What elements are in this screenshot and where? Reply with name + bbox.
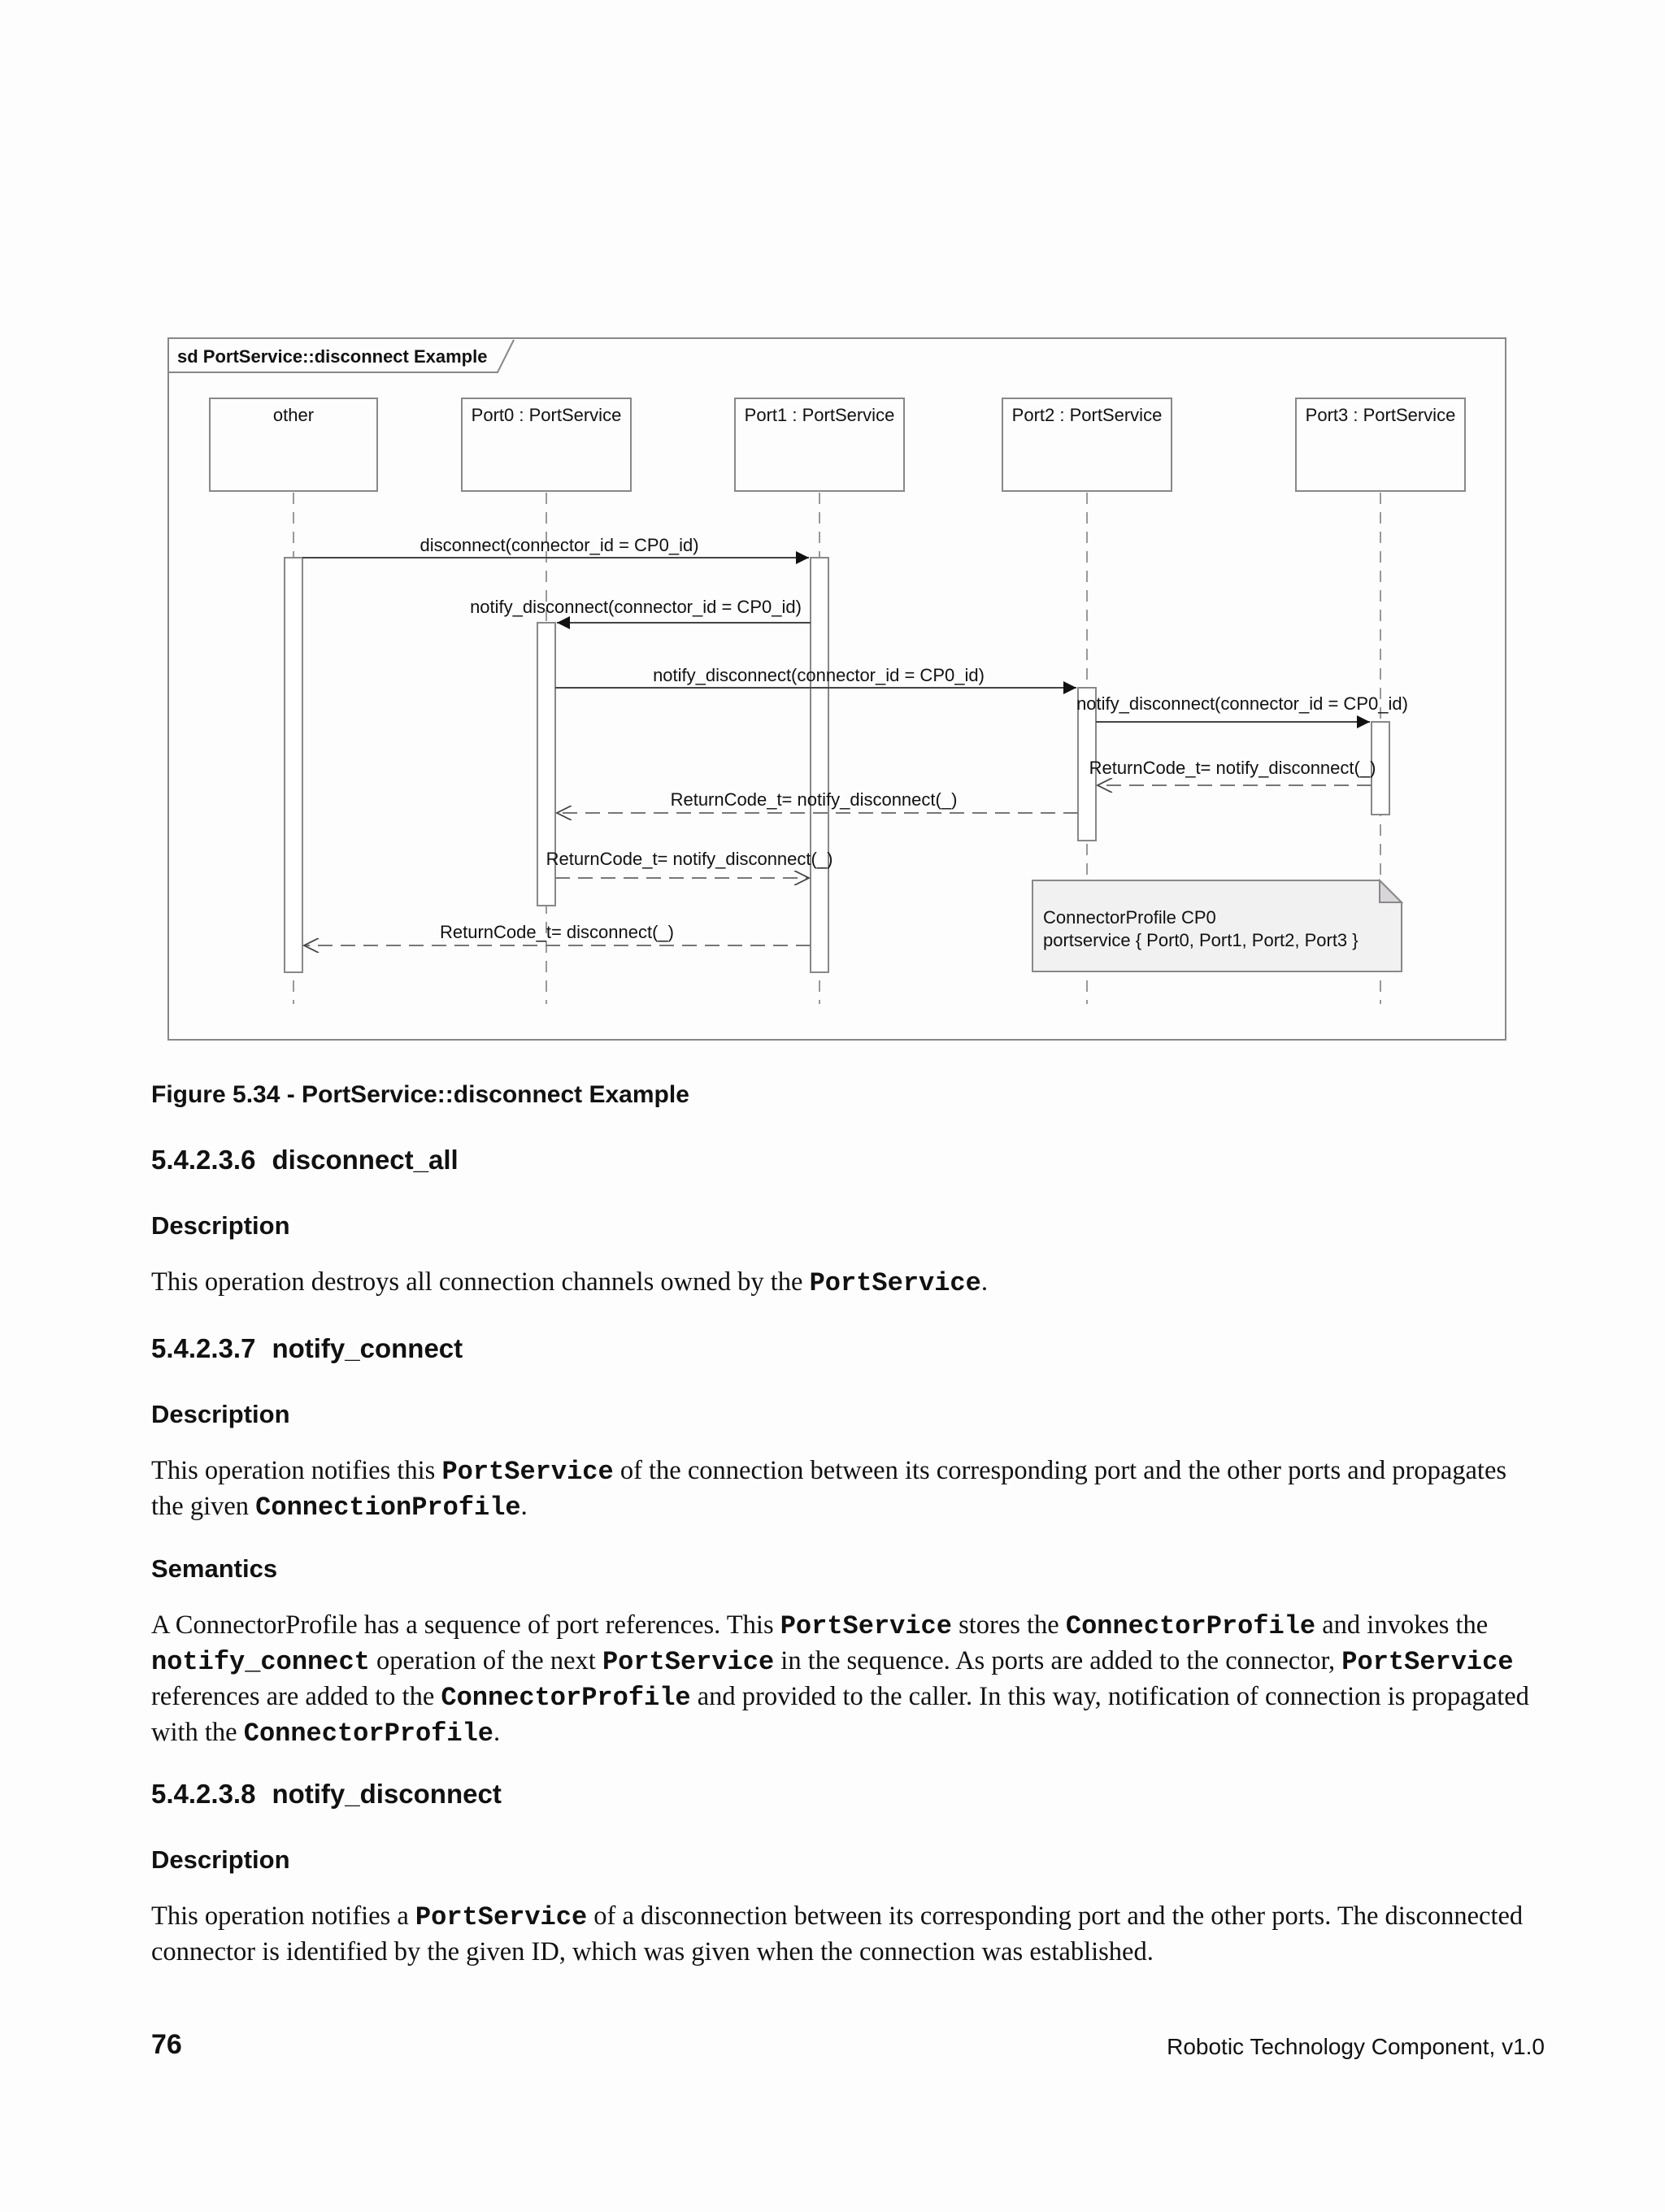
section-heading-disconnect-all — [151, 1145, 459, 1176]
description-heading: Description — [151, 1845, 290, 1874]
message-label: notify_disconnect(connector_id = CP0_id) — [470, 597, 802, 617]
page-number: 76 — [151, 2029, 182, 2060]
lifeline-other — [210, 398, 377, 491]
lifeline-label: Port3 : PortService — [1305, 405, 1456, 425]
message-label: notify_disconnect(connector_id = CP0_id) — [653, 665, 985, 685]
section-title: notify_disconnect — [272, 1779, 502, 1809]
description-paragraph: This operation destroys all connection channels owned by the PortService. — [151, 1267, 988, 1298]
connector-profile-note — [1032, 880, 1402, 971]
message-label: ReturnCode_t= notify_disconnect(_) — [670, 789, 958, 810]
section-heading-notify-disconnect — [151, 1779, 502, 1810]
semantics-heading: Semantics — [151, 1554, 278, 1583]
sequence-diagram — [0, 0, 1665, 1073]
section-number: 5.4.2.3.7 — [151, 1333, 256, 1363]
lifeline-label: Port1 : PortService — [744, 405, 895, 425]
description-paragraph: This operation notifies a PortService of a disconnection between its corresponding port and the other ports. The disconnected connector is identified by the given ID, which was given when the connection was established. — [151, 1901, 1524, 1966]
message-label: ReturnCode_t= notify_disconnect(_) — [1089, 758, 1376, 778]
figure-caption: Figure 5.34 - PortService::disconnect Example — [151, 1081, 689, 1108]
frame-title: sd PortService::disconnect Example — [177, 346, 488, 367]
document-title: Robotic Technology Component, v1.0 — [1167, 2034, 1545, 2059]
section-heading-notify-connect — [151, 1333, 463, 1364]
description-heading: Description — [151, 1211, 290, 1240]
activation-bar — [811, 558, 828, 972]
section-number: 5.4.2.3.8 — [151, 1779, 256, 1809]
section-number: 5.4.2.3.6 — [151, 1145, 256, 1175]
description-paragraph: This operation notifies this PortService of the connection between its corresponding port and the other ports and propagates the given ConnectionProfile. — [151, 1456, 1507, 1523]
lifeline-port0 — [462, 398, 631, 491]
lifeline-label: Port0 : PortService — [471, 405, 622, 425]
message-label: ReturnCode_t= notify_disconnect(_) — [546, 849, 833, 869]
note-line-1: ConnectorProfile CP0 — [1043, 907, 1216, 928]
lifeline-port2 — [1002, 398, 1172, 491]
description-heading: Description — [151, 1400, 290, 1428]
note-line-2: portservice { Port0, Port1, Port2, Port3 } — [1043, 930, 1359, 950]
message-label: ReturnCode_t= disconnect(_) — [440, 922, 674, 942]
lifeline-label: Port2 : PortService — [1011, 405, 1163, 425]
message-label: disconnect(connector_id = CP0_id) — [420, 535, 699, 555]
activation-bar — [285, 558, 302, 972]
lifeline-label: other — [272, 405, 315, 425]
lifeline-port3 — [1296, 398, 1465, 491]
section-title: disconnect_all — [272, 1145, 459, 1175]
lifeline-port1 — [735, 398, 904, 491]
semantics-paragraph: A ConnectorProfile has a sequence of port references. This PortService stores the ConnectorProfile and invokes the notify_connect operation of the next PortService in the sequence. As ports are added to the connector, PortService references are added to the ConnectorProfile and provided to the caller. In this way, notification of connection is propagated with the ConnectorProfile. — [151, 1610, 1529, 1749]
section-title: notify_connect — [272, 1333, 463, 1363]
message-label: notify_disconnect(connector_id = CP0_id) — [1076, 693, 1408, 714]
